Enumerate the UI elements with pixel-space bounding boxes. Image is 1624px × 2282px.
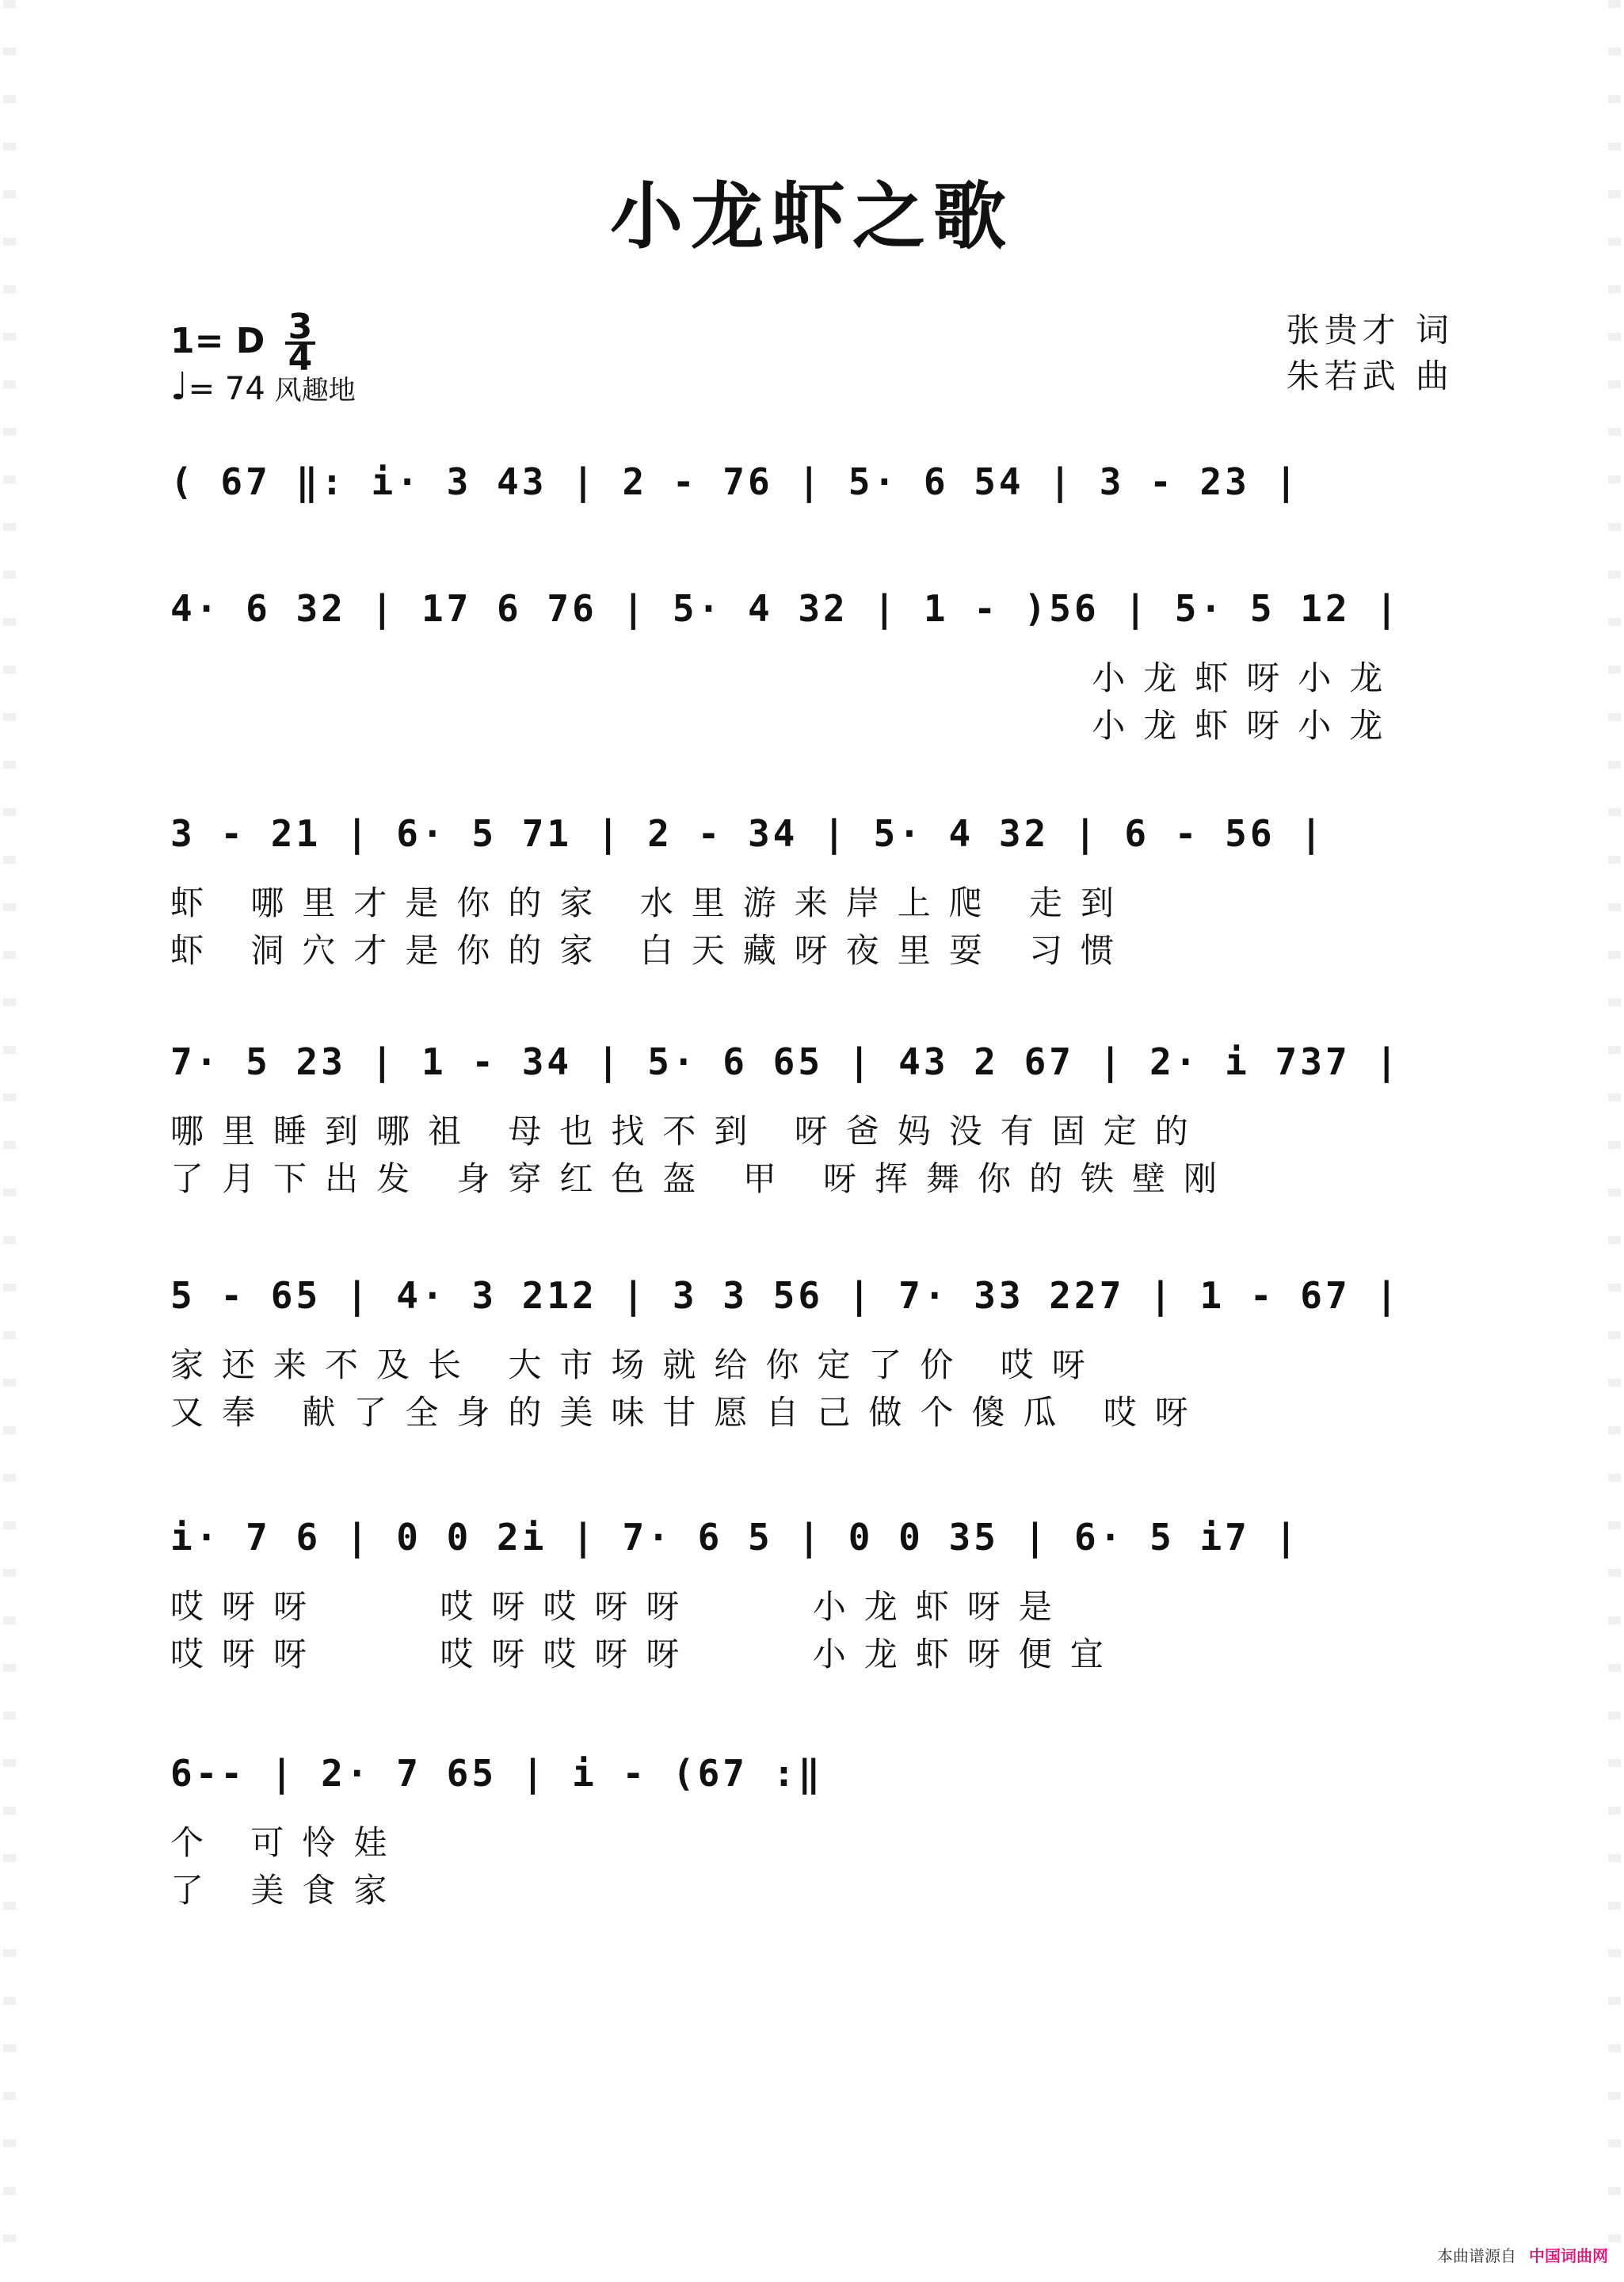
lyric-verse-2: 虾 洞穴才是你的家 白天藏呀夜里耍 习惯: [170, 931, 1133, 970]
lyric-verse-1: 虾 哪里才是你的家 水里游来岸上爬 走到: [170, 883, 1133, 922]
notes-line: 6-- | 2· 7 65 | i - (67 :‖: [170, 1752, 824, 1795]
time-top: 3: [285, 313, 316, 345]
quarter-note-icon: ♩: [170, 364, 189, 409]
notes-line: ( 67 ‖: i· 3 43 | 2 - 76 | 5· 6 54 | 3 - 23 |: [170, 460, 1301, 503]
lyric-verse-1: 家还来不及长 大市场就给你定了价 哎呀: [170, 1345, 1104, 1384]
lyric-verse-1: 哎呀呀 哎呀哎呀呀 小龙虾呀是: [170, 1587, 1070, 1626]
mood-text: 风趣地: [274, 375, 356, 406]
key-label: 1= D: [170, 321, 265, 361]
lyric-verse-2: 哎呀呀 哎呀哎呀呀 小龙虾呀便宜: [170, 1635, 1122, 1673]
composer: 朱若武 曲: [1286, 357, 1454, 395]
notes-line: 7· 5 23 | 1 - 34 | 5· 6 65 | 43 2 67 | 2· i 737 |: [170, 1040, 1401, 1083]
lyric-verse-1: 个 可怜娃: [170, 1823, 406, 1862]
notes-line: 3 - 21 | 6· 5 71 | 2 - 34 | 5· 4 32 | 6 - 56 |: [170, 812, 1325, 855]
lyric-verse-2: 小龙虾呀小龙: [170, 706, 1401, 745]
tempo-value: = 74: [188, 371, 265, 407]
notes-line: 4· 6 32 | 17 6 76 | 5· 4 32 | 1 - )56 | 5· 5 12 |: [170, 587, 1401, 630]
notes-line: 5 - 65 | 4· 3 212 | 3 3 56 | 7· 33 227 | 1 - 67 |: [170, 1274, 1401, 1317]
left-margin-watermark: [3, 0, 16, 2282]
lyric-verse-2: 又奉 献了全身的美味甘愿自己做个傻瓜 哎呀: [170, 1393, 1207, 1432]
right-margin-watermark: [1608, 0, 1621, 2282]
lyric-verse-2: 了月下出发 身穿红色盔 甲 呀挥舞你的铁壁刚: [170, 1159, 1236, 1198]
footer-site-link[interactable]: 中国词曲网: [1529, 2246, 1608, 2265]
footer: [1437, 2243, 1608, 2266]
lyric-verse-1: 小龙虾呀小龙: [170, 658, 1401, 697]
time-bottom: 4: [288, 338, 313, 379]
lyric-verse-1: 哪里睡到哪祖 母也找不到 呀爸妈没有固定的: [170, 1112, 1207, 1151]
notes-line: i· 7 6 | 0 0 2i | 7· 6 5 | 0 0 35 | 6· 5 i7 |: [170, 1516, 1301, 1559]
credits: [1287, 307, 1454, 399]
tempo-marking: [170, 364, 356, 409]
lyric-verse-2: 了 美食家: [170, 1871, 406, 1910]
song-title: 小龙虾之歌: [609, 174, 1014, 259]
footer-source: 本曲谱源自: [1437, 2246, 1516, 2265]
lyricist: 张贵才 词: [1286, 311, 1454, 349]
